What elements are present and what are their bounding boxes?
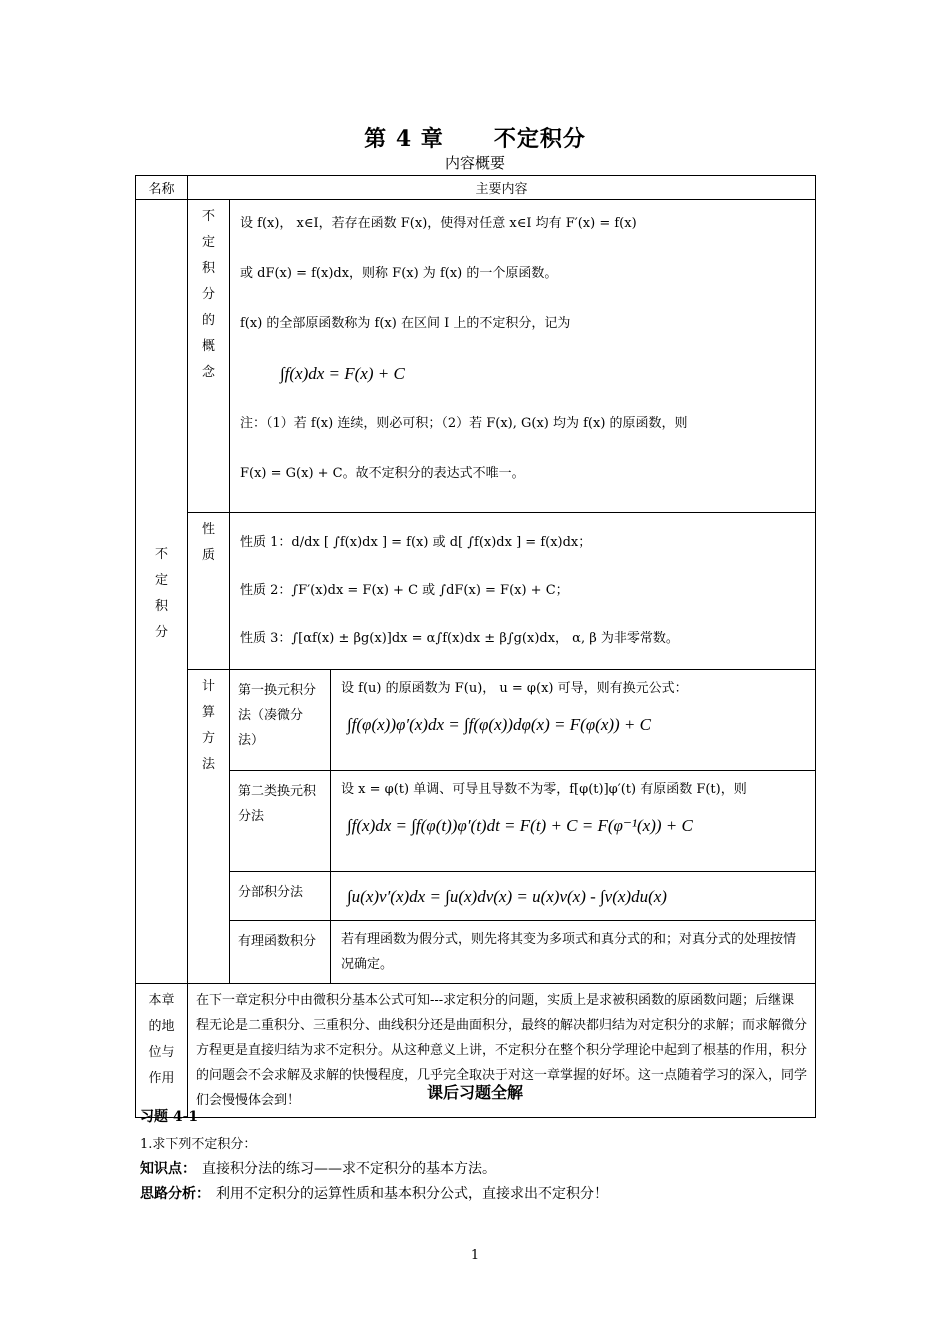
outer-label-cell xyxy=(136,200,188,984)
method-1-formula: ∫f(φ(x))φ′(x)dx = ∫f(φ(x))dφ(x) = F(φ(x)) + C xyxy=(347,715,651,734)
method-1-name: 第一换元积分法（凑微分法） xyxy=(230,670,331,771)
concept-label: 不定积分的概念 xyxy=(201,209,215,380)
knowledge-text: 直接积分法的练习——求不定积分的基本方法。 xyxy=(202,1161,496,1177)
property-2: 性质 2：∫F′(x)dx = F(x) + C 或 ∫dF(x) = F(x) + C； xyxy=(240,583,569,598)
method-4-name: 有理函数积分 xyxy=(230,921,331,984)
method-3-name: 分部积分法 xyxy=(230,872,331,921)
concept-note-2: F(x) = G(x) + C。故不定积分的表达式不唯一。 xyxy=(240,466,525,481)
role-content: 在下一章定积分中由微积分基本公式可知---求定积分的问题，实质上是求被积函数的原函数问题；后继课程无论是二重积分、三重积分、曲线积分还是曲面积分，最终的解决都归结为对定积分的求解；而求解微分方程更是直接归结为求不定积分。从这种意义上讲，不定积分在整个积分学理论中起到了根基的作用，积分的问题会不会求解及求解的快慢程度，几乎完全取决于对这一章掌握的好坏。这一点随着学习的深入，同学们会慢慢体会到！ xyxy=(188,984,816,1118)
section-title: 课后习题全解 xyxy=(426,1083,523,1102)
method-3-content xyxy=(331,872,816,921)
property-3: 性质 3：∫[αf(x) ± βg(x)]dx = α∫f(x)dx ± β∫g(x)dx， α, β 为非零常数。 xyxy=(240,631,679,646)
methods-label: 计算方法 xyxy=(201,679,215,772)
method-4-content xyxy=(331,921,816,984)
property-label-cell xyxy=(188,513,230,670)
summary-table xyxy=(135,175,816,1118)
page-number: 1 xyxy=(470,1248,480,1263)
method-3-formula: ∫u(x)v′(x)dx = ∫u(x)dv(x) = u(x)v(x) - ∫v(x)du(x) xyxy=(347,886,667,906)
chapter-name: 不定积分 xyxy=(493,126,586,152)
property-content xyxy=(230,513,816,670)
role-label: 本章的地位与作用 xyxy=(148,993,175,1086)
concept-line-2: 或 dF(x) = f(x)dx，则称 F(x) 为 f(x) 的一个原函数。 xyxy=(240,266,558,281)
method-2-name: 第二类换元积分法 xyxy=(230,771,331,872)
analysis-text: 利用不定积分的运算性质和基本积分公式，直接求出不定积分！ xyxy=(216,1186,608,1202)
method-2-content xyxy=(331,771,816,872)
concept-formula: ∫f(x)dx = F(x) + C xyxy=(280,364,405,383)
method-2-formula: ∫f(x)dx = ∫f(φ(t))φ′(t)dt = F(t) + C = F(φ⁻¹(x)) + C xyxy=(347,816,693,835)
concept-line-3: f(x) 的全部原函数称为 f(x) 在区间 I 上的不定积分，记为 xyxy=(240,316,571,331)
summary-subtitle: 内容概要 xyxy=(444,154,505,172)
concept-content xyxy=(230,200,816,513)
concept-line-1: 设 f(x)， x∈I，若存在函数 F(x)，使得对任意 x∈I 均有 F′(x) = f(x) xyxy=(240,216,637,231)
methods-label-cell xyxy=(188,670,230,984)
method-2-line-1: 设 x = φ(t) 单调、可导且导数不为零，f[φ(t)]φ′(t) 有原函数 F(t)，则 xyxy=(341,782,747,797)
outer-label: 不定积分 xyxy=(154,546,168,640)
chapter-number: 第 4 章 xyxy=(364,126,444,152)
header-content-cell: 主要内容 xyxy=(188,176,816,200)
property-label: 性质 xyxy=(201,522,215,563)
analysis-point xyxy=(140,1183,608,1203)
knowledge-point xyxy=(140,1158,496,1178)
knowledge-label: 知识点： xyxy=(140,1161,196,1177)
method-4-text: 若有理函数为假分式，则先将其变为多项式和真分式的和；对真分式的处理按情况确定。 xyxy=(341,932,797,972)
exercise-heading: 习题 4-1 xyxy=(140,1109,199,1125)
method-1-content xyxy=(331,670,816,771)
property-1: 性质 1：d/dx [ ∫f(x)dx ] = f(x) 或 d[ ∫f(x)dx ] = f(x)dx； xyxy=(240,535,592,550)
method-1-line-1: 设 f(u) 的原函数为 F(u)， u = φ(x) 可导，则有换元公式： xyxy=(341,681,688,696)
concept-note-1: 注：（1）若 f(x) 连续，则必可积；（2）若 F(x), G(x) 均为 f(x) 的原函数，则 xyxy=(240,416,688,431)
analysis-label: 思路分析： xyxy=(140,1186,210,1202)
header-name-cell: 名称 xyxy=(136,176,188,200)
concept-label-cell xyxy=(188,200,230,513)
chapter-title xyxy=(0,122,950,153)
exercise-question-1: 1.求下列不定积分： xyxy=(140,1137,257,1152)
